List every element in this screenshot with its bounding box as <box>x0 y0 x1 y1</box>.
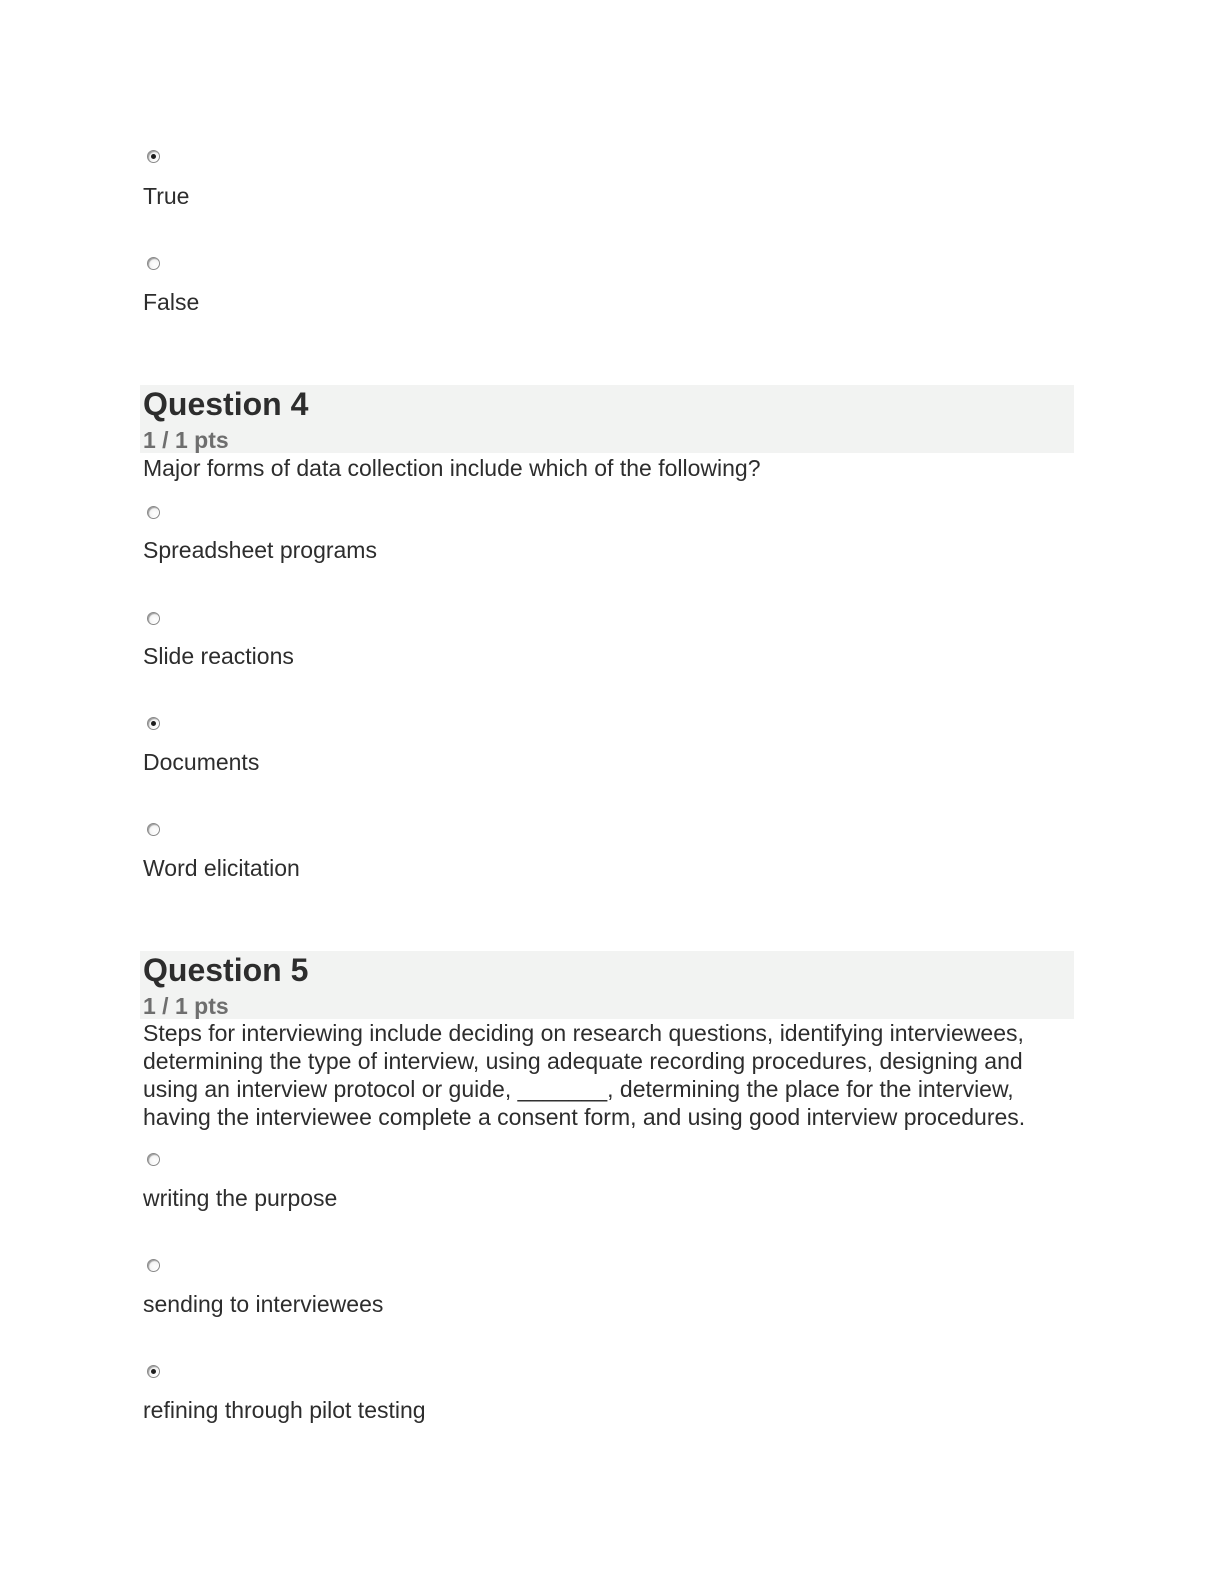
question-5-title: Question 5 <box>143 952 309 988</box>
radio-word-elicitation[interactable] <box>147 823 160 836</box>
option-label-true: True <box>143 183 190 209</box>
option-label-sending-to-interviewees: sending to interviewees <box>143 1291 384 1317</box>
question-4-text: Major forms of data collection include which of the following? <box>143 455 761 481</box>
radio-refining-through-pilot-testing[interactable] <box>147 1365 160 1378</box>
option-label-false: False <box>143 289 200 315</box>
radio-writing-the-purpose[interactable] <box>147 1153 160 1166</box>
option-label-writing-the-purpose: writing the purpose <box>143 1185 338 1211</box>
question-4-title: Question 4 <box>143 386 309 422</box>
option-label-refining-through-pilot-testing: refining through pilot testing <box>143 1397 426 1423</box>
question-5-points: 1 / 1 pts <box>143 993 229 1019</box>
radio-spreadsheet-programs[interactable] <box>147 506 160 519</box>
question-4-points: 1 / 1 pts <box>143 427 229 453</box>
option-label-word-elicitation: Word elicitation <box>143 855 300 881</box>
radio-sending-to-interviewees[interactable] <box>147 1259 160 1272</box>
option-label-spreadsheet-programs: Spreadsheet programs <box>143 537 377 563</box>
radio-false[interactable] <box>147 257 160 270</box>
option-label-documents: Documents <box>143 749 260 775</box>
radio-true[interactable] <box>147 150 160 163</box>
question-5-text: Steps for interviewing include deciding on research questions, identifying interviewees, determining the type of interview, using adequate recording procedures, designing and using an interview protocol or guide, _______, determining the place for the interview, having the interviewee complete a consent form, and using good interview procedures. <box>143 1020 1026 1130</box>
option-label-slide-reactions: Slide reactions <box>143 643 294 669</box>
radio-slide-reactions[interactable] <box>147 612 160 625</box>
radio-documents[interactable] <box>147 717 160 730</box>
